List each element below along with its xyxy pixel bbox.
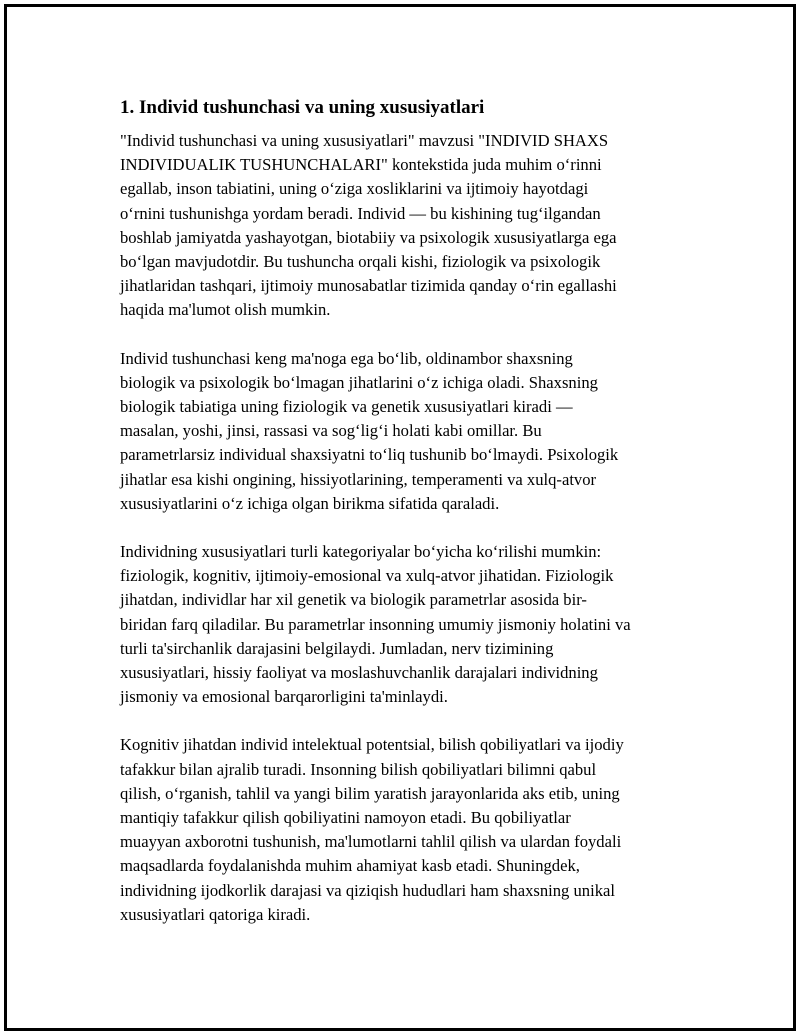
paragraph-3 <box>120 540 700 709</box>
paragraph-4 <box>120 733 700 927</box>
text-line: biologik va psixologik bo‘lmagan jihatlarini o‘z ichiga oladi. Shaxsning <box>120 372 598 392</box>
text-line: biridan farq qiladilar. Bu parametrlar insonning umumiy jismoniy holatini va <box>120 614 631 634</box>
text-line: maqsadlarda foydalanishda muhim ahamiyat kasb etadi. Shuningdek, <box>120 856 580 876</box>
text-line: turli ta'sirchanlik darajasini belgilaydi. Jumladan, nerv tizimining <box>120 638 554 658</box>
text-line: bo‘lgan mavjudotdir. Bu tushuncha orqali kishi, fiziologik va psixologik <box>120 252 601 272</box>
text-line: individning ijodkorlik darajasi va qiziqish hududlari ham shaxsning unikal <box>120 880 615 900</box>
paragraph-2 <box>120 347 700 516</box>
text-line: xususiyatlari qatoriga kiradi. <box>120 904 311 924</box>
text-line: jihatdan, individlar har xil genetik va biologik parametrlar asosida bir- <box>120 590 587 610</box>
text-line: xususiyatlari, hissiy faoliyat va moslashuvchanlik darajalari individning <box>120 663 598 683</box>
text-line: fiziologik, kognitiv, ijtimoiy-emosional va xulq-atvor jihatidan. Fiziologik <box>120 566 614 586</box>
text-line: egallab, inson tabiatini, uning o‘ziga xosliklarini va ijtimoiy hayotdagi <box>120 179 589 199</box>
text-line: jihatlar esa kishi ongining, hissiyotlarining, temperamenti va xulq-atvor <box>120 469 597 489</box>
text-line: biologik tabiatiga uning fiziologik va genetik xususiyatlari kiradi — <box>120 397 573 417</box>
text-line: Individ tushunchasi keng ma'noga ega bo‘lib, oldinambor shaxsning <box>120 348 573 368</box>
paragraph-1 <box>120 129 700 323</box>
text-line: o‘rnini tushunishga yordam beradi. Individ — bu kishining tug‘ilgandan <box>120 203 601 223</box>
text-line: jismoniy va emosional barqarorligini ta'minlaydi. <box>120 687 448 707</box>
text-line: Individning xususiyatlari turli kategoriyalar bo‘yicha ko‘rilishi mumkin: <box>120 542 602 562</box>
text-line: INDIVIDUALIK TUSHUNCHALARI" kontekstida juda muhim o‘rinni <box>120 155 602 175</box>
text-line: mantiqiy tafakkur qilish qobiliyatini namoyon etadi. Bu qobiliyatlar <box>120 808 571 828</box>
text-line: masalan, yoshi, jinsi, rassasi va sog‘lig‘i holati kabi omillar. Bu <box>120 421 542 441</box>
text-line: "Individ tushunchasi va uning xususiyatlari" mavzusi "INDIVID SHAXS <box>120 131 609 150</box>
document-page <box>4 4 796 1031</box>
document-content <box>120 94 700 951</box>
section-title: 1. Individ tushunchasi va uning xususiyatlari <box>120 97 485 118</box>
text-line: xususiyatlarini o‘z ichiga olgan birikma sifatida qaraladi. <box>120 493 500 513</box>
text-line: muayyan axborotni tushunish, ma'lumotlarni tahlil qilish va ulardan foydali <box>120 832 622 852</box>
text-line: parametrlarsiz individual shaxsiyatni to‘liq tushunib bo‘lmaydi. Psixologik <box>120 445 619 465</box>
text-line: haqida ma'lumot olish mumkin. <box>120 300 331 320</box>
text-line: jihatlaridan tashqari, ijtimoiy munosabatlar tizimida qanday o‘rin egallashi <box>120 276 617 296</box>
text-line: boshlab jamiyatda yashayotgan, biotabiiy va psixologik xususiyatlarga ega <box>120 227 617 247</box>
text-line: qilish, o‘rganish, tahlil va yangi bilim yaratish jarayonlarida aks etib, uning <box>120 783 620 803</box>
text-line: tafakkur bilan ajralib turadi. Insonning bilish qobiliyatlari bilimni qabul <box>120 759 597 779</box>
text-line: Kognitiv jihatdan individ intelektual potentsial, bilish qobiliyatlari va ijodiy <box>120 735 624 755</box>
